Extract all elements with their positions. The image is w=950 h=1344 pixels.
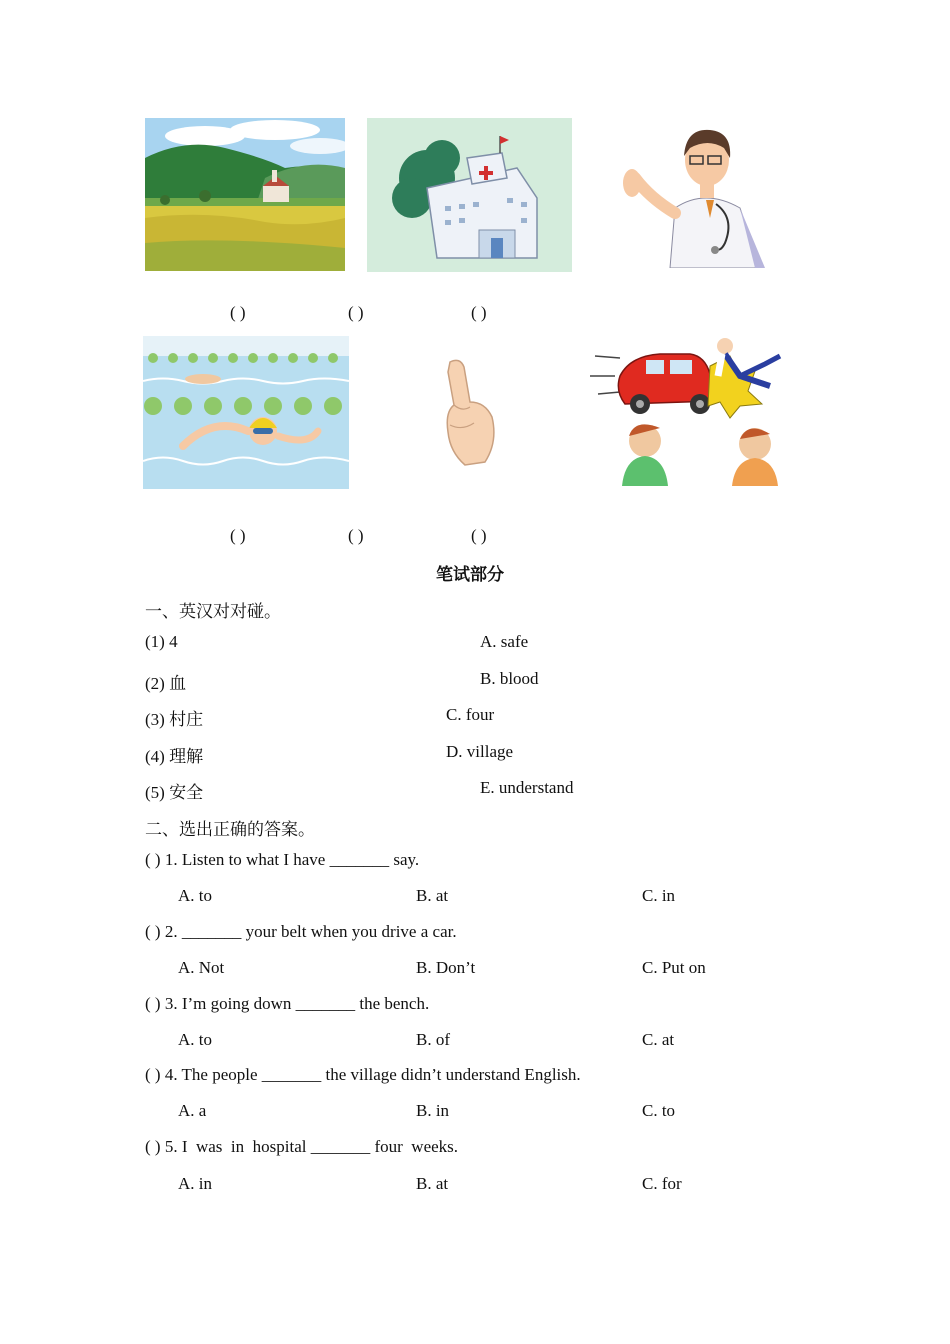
question-2-option-b[interactable]: B. Don’t	[416, 958, 476, 977]
match-left-2: (2) 血	[145, 674, 187, 693]
village-landscape-picture	[145, 118, 345, 271]
match-left-5: (5) 安全	[145, 783, 204, 802]
picture-5-answer-blank[interactable]: ( )	[348, 526, 364, 545]
question-4-stem: ( ) 4. The people _______ the village didn’t understand English.	[145, 1065, 581, 1084]
question-1-option-a[interactable]: A. to	[178, 886, 212, 905]
picture-4-answer-blank[interactable]: ( )	[230, 526, 246, 545]
section2-heading: 二、选出正确的答案。	[145, 820, 315, 840]
match-right-d: D. village	[446, 742, 514, 761]
car-accident-picture	[590, 336, 795, 491]
picture-2-answer-blank[interactable]: ( )	[348, 303, 364, 322]
question-3-option-c[interactable]: C. at	[642, 1030, 675, 1049]
written-part-title: 笔试部分	[436, 565, 504, 585]
match-right-b: B. blood	[480, 669, 539, 688]
question-5-option-b[interactable]: B. at	[416, 1174, 449, 1193]
picture-1-answer-blank[interactable]: ( )	[230, 303, 246, 322]
finger-picture	[440, 357, 498, 469]
match-left-1: (1) 4	[145, 632, 178, 651]
match-right-a: A. safe	[480, 632, 529, 651]
question-3-option-a[interactable]: A. to	[178, 1030, 212, 1049]
section1-heading: 一、英汉对对碰。	[145, 602, 281, 622]
question-1-option-c[interactable]: C. in	[642, 886, 676, 905]
question-2-option-a[interactable]: A. Not	[178, 958, 225, 977]
match-right-e: E. understand	[480, 778, 574, 797]
swimming-picture	[143, 336, 349, 489]
question-3-stem: ( ) 3. I’m going down _______ the bench.	[145, 994, 430, 1013]
question-5-option-c[interactable]: C. for	[642, 1174, 682, 1193]
match-right-c: C. four	[446, 705, 495, 724]
question-3-option-b[interactable]: B. of	[416, 1030, 450, 1049]
match-left-4: (4) 理解	[145, 747, 204, 766]
question-1-option-b[interactable]: B. at	[416, 886, 449, 905]
question-5-stem: ( ) 5. I was in hospital _______ four weeks.	[145, 1137, 459, 1156]
question-4-option-c[interactable]: C. to	[642, 1101, 676, 1120]
question-2-option-c[interactable]: C. Put on	[642, 958, 706, 977]
question-1-stem: ( ) 1. Listen to what I have _______ say.	[145, 850, 420, 869]
match-left-3: (3) 村庄	[145, 710, 204, 729]
hospital-picture	[367, 118, 572, 272]
picture-3-answer-blank[interactable]: ( )	[471, 303, 487, 322]
doctor-picture	[620, 118, 770, 268]
question-2-stem: ( ) 2. _______ your belt when you drive a car.	[145, 922, 457, 941]
picture-6-answer-blank[interactable]: ( )	[471, 526, 487, 545]
question-5-option-a[interactable]: A. in	[178, 1174, 212, 1193]
question-4-option-b[interactable]: B. in	[416, 1101, 450, 1120]
question-4-option-a[interactable]: A. a	[178, 1101, 207, 1120]
